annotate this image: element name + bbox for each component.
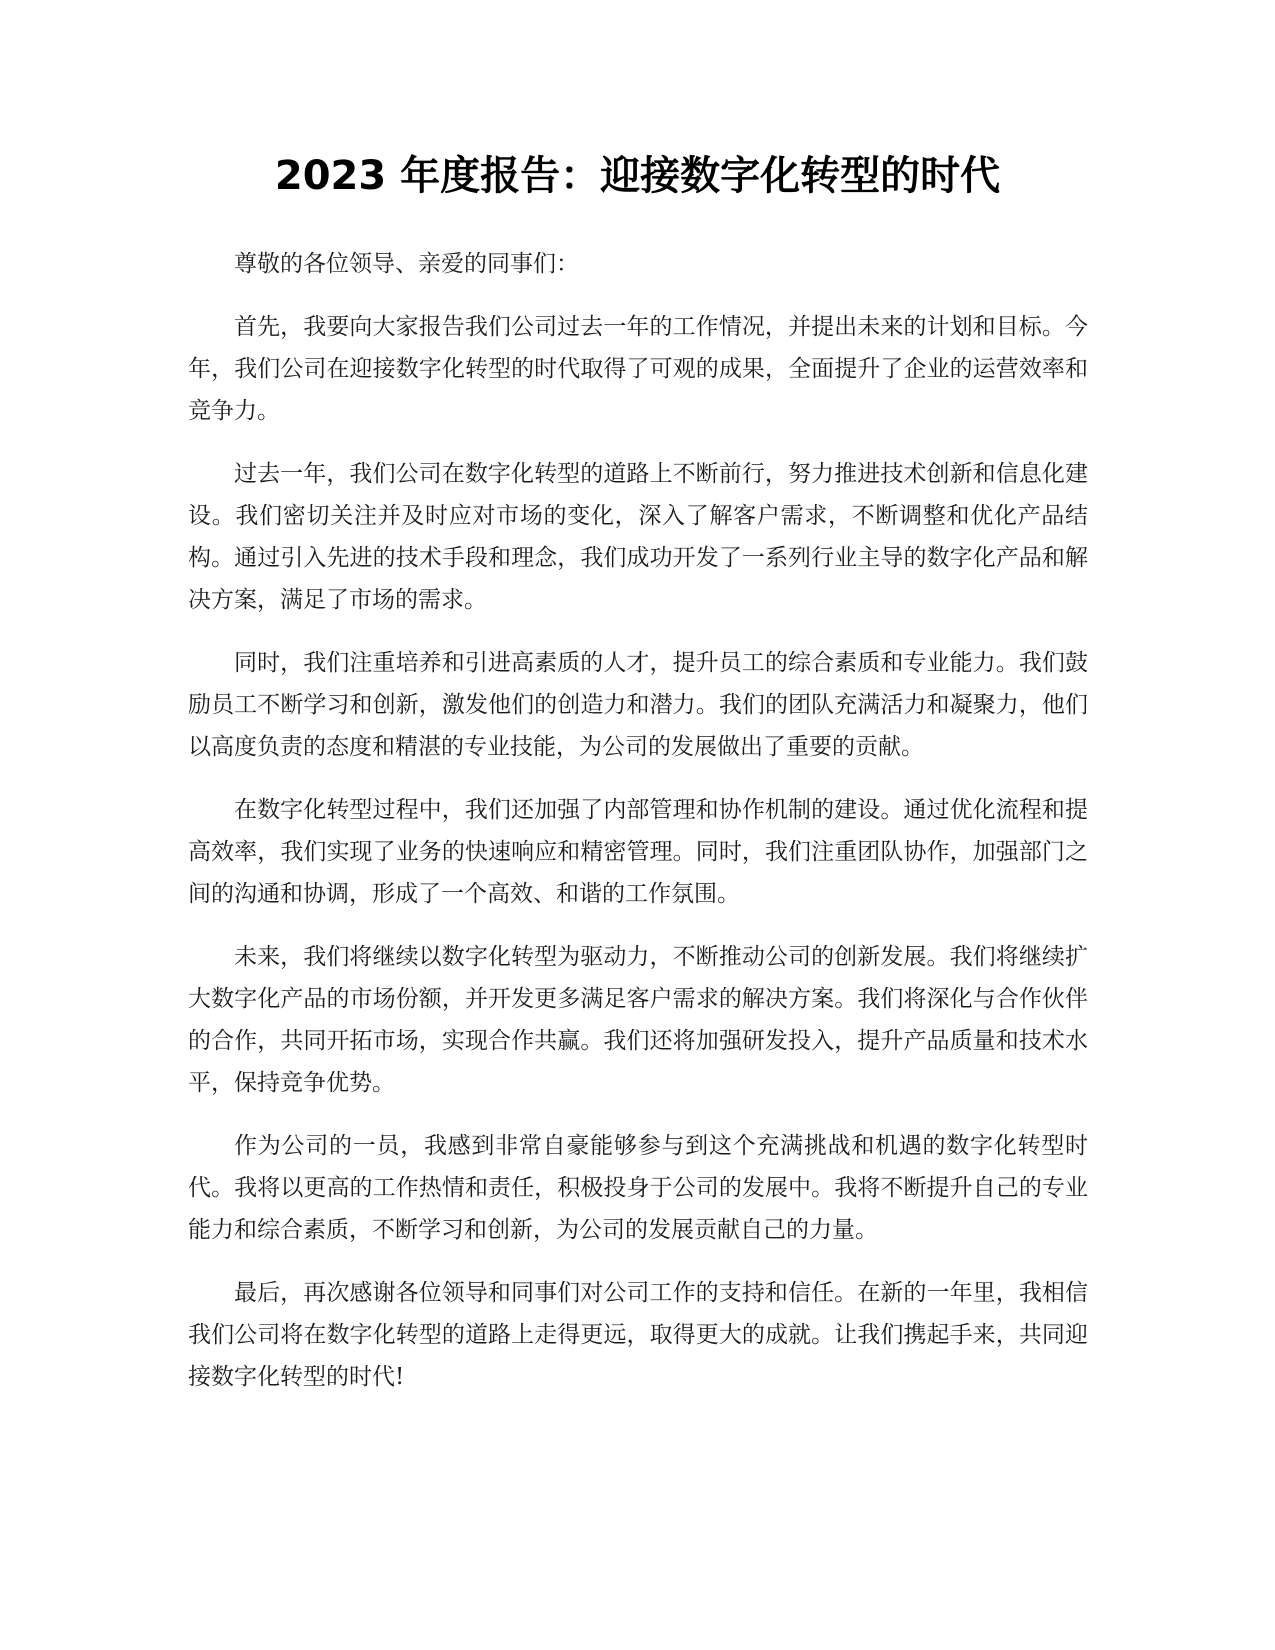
paragraph-future: 未来，我们将继续以数字化转型为驱动力，不断推动公司的创新发展。我们将继续扩大数字化产品的市场份额，并开发更多满足客户需求的解决方案。我们将深化与合作伙伴的合作，共同开拓市场，实现合作共赢。我们还将加强研发投入，提升产品质量和技术水平，保持竞争优势。 — [188, 944, 1088, 1096]
paragraph-management: 在数字化转型过程中，我们还加强了内部管理和协作机制的建设。通过优化流程和提高效率，我们实现了业务的快速响应和精密管理。同时，我们注重团队协作，加强部门之间的沟通和协调，形成了一个高效、和谐的工作氛围。 — [188, 797, 1088, 907]
document-title: 2023 年度报告：迎接数字化转型的时代 — [274, 153, 1001, 199]
paragraph-past-year: 过去一年，我们公司在数字化转型的道路上不断前行，努力推进技术创新和信息化建设。我们密切关注并及时应对市场的变化，深入了解客户需求，不断调整和优化产品结构。通过引入先进的技术手段和理念，我们成功开发了一系列行业主导的数字化产品和解决方案，满足了市场的需求。 — [188, 461, 1088, 613]
paragraph-introduction: 首先，我要向大家报告我们公司过去一年的工作情况，并提出未来的计划和目标。今年，我们公司在迎接数字化转型的时代取得了可观的成果，全面提升了企业的运营效率和竞争力。 — [188, 314, 1088, 424]
paragraph-talent: 同时，我们注重培养和引进高素质的人才，提升员工的综合素质和专业能力。我们鼓励员工不断学习和创新，激发他们的创造力和潜力。我们的团队充满活力和凝聚力，他们以高度负责的态度和精湛的专业技能，为公司的发展做出了重要的贡献。 — [188, 650, 1088, 760]
document-body — [188, 243, 1088, 1419]
paragraph-salutation: 尊敬的各位领导、亲爱的同事们： — [234, 251, 579, 277]
paragraph-personal: 作为公司的一员，我感到非常自豪能够参与到这个充满挑战和机遇的数字化转型时代。我将以更高的工作热情和责任，积极投身于公司的发展中。我将不断提升自己的专业能力和综合素质，不断学习和创新，为公司的发展贡献自己的力量。 — [188, 1133, 1088, 1243]
paragraph-closing: 最后，再次感谢各位领导和同事们对公司工作的支持和信任。在新的一年里，我相信我们公司将在数字化转型的道路上走得更远，取得更大的成就。让我们携起手来，共同迎接数字化转型的时代! — [188, 1280, 1088, 1390]
